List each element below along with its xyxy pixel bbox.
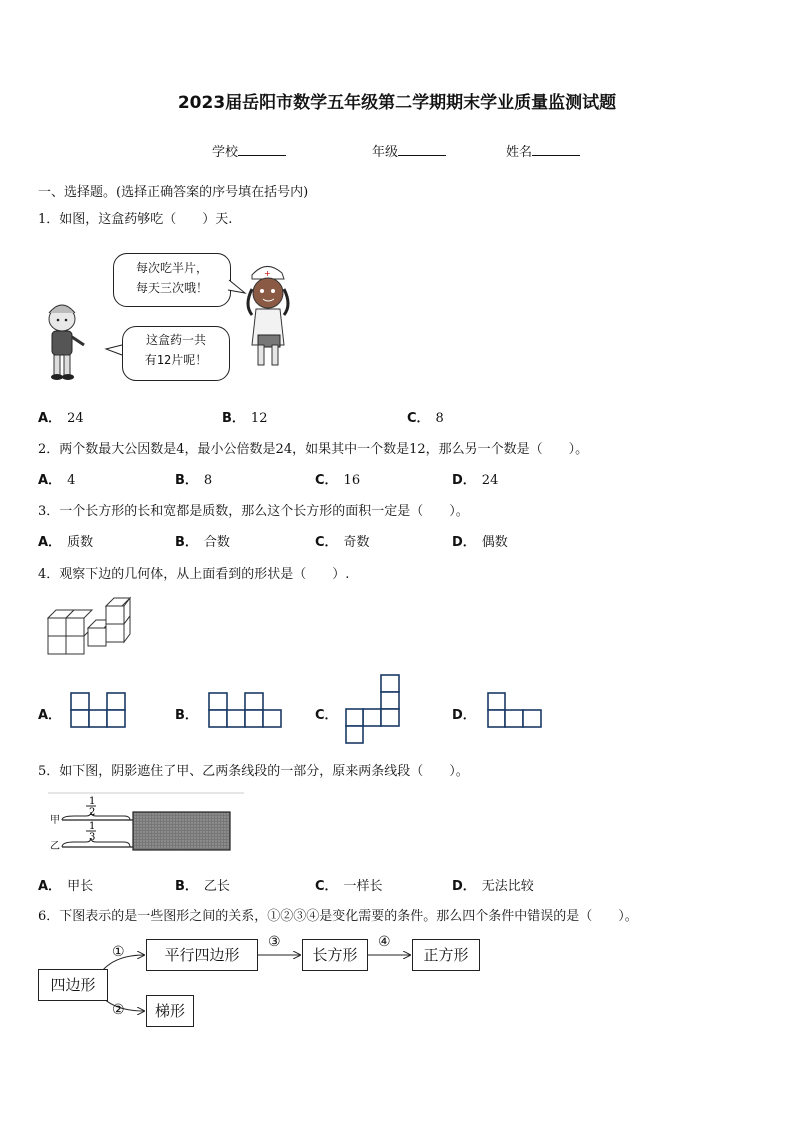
condition-mark-2: ② — [112, 1002, 125, 1018]
school-blank — [238, 143, 286, 156]
q1-illustration — [40, 245, 300, 395]
option-key: D． — [452, 879, 476, 894]
option-key: B． — [175, 879, 198, 894]
fraction-jia-num: 1 — [89, 796, 96, 807]
question-5: 5．如下图，阴影遮住了甲、乙两条线段的一部分，原来两条线段（ ）。 — [38, 764, 469, 779]
option-value: 24 — [67, 411, 84, 426]
question-6: 6．下图表示的是一些图形之间的关系，①②③④是变化需要的条件。那么四个条件中错误的是（ ）。 — [38, 909, 638, 924]
option-value: 12 — [250, 411, 268, 426]
q1-option-a — [38, 407, 84, 426]
condition-mark-3: ③ — [268, 934, 281, 950]
q5-option-b — [175, 875, 230, 894]
q4-option-a-shape — [70, 692, 126, 728]
q4-option-d-shape — [487, 692, 543, 728]
box-square: 正方形 — [412, 939, 480, 971]
option-key: B． — [175, 708, 198, 723]
option-key: C． — [315, 708, 338, 723]
option-key: D． — [452, 473, 476, 488]
option-value: 一样长 — [343, 879, 383, 894]
box-quadrilateral: 四边形 — [38, 969, 108, 1001]
q4-solid-figure — [44, 596, 136, 662]
svg-text:+: + — [264, 269, 271, 278]
box-parallelogram: 平行四边形 — [146, 939, 258, 971]
q4-option-c — [315, 704, 344, 723]
option-key: C． — [315, 879, 338, 894]
condition-mark-4: ④ — [378, 934, 391, 950]
name-field — [506, 141, 580, 160]
option-key: A． — [38, 535, 62, 550]
option-key: B． — [175, 535, 198, 550]
option-key: C． — [315, 473, 338, 488]
bubble-line: 每天三次哦！ — [135, 281, 208, 295]
box-trapezoid: 梯形 — [146, 995, 194, 1027]
option-key: D． — [452, 708, 476, 723]
school-field — [212, 141, 286, 160]
option-key: A． — [38, 411, 62, 426]
option-key: D． — [452, 535, 476, 550]
option-value: 合数 — [203, 535, 230, 550]
option-key: C． — [407, 411, 430, 426]
q2-option-a — [38, 469, 75, 488]
q3-option-d — [452, 531, 508, 550]
shaded-cover — [133, 812, 230, 850]
q5-segment-figure — [44, 792, 244, 858]
option-value: 16 — [343, 473, 361, 488]
q4-option-c-shape — [345, 674, 401, 744]
section-heading: 一、选择题。(选择正确答案的序号填在括号内) — [38, 185, 309, 200]
option-key: B． — [175, 473, 198, 488]
q3-option-c — [315, 531, 370, 550]
option-key: C． — [315, 535, 338, 550]
grade-blank — [398, 143, 446, 156]
option-value: 无法比较 — [481, 879, 534, 894]
nurse-figure-icon — [248, 266, 288, 365]
name-label: 姓名 — [506, 145, 533, 160]
option-value: 质数 — [67, 535, 94, 550]
option-value: 8 — [435, 411, 444, 426]
name-blank — [532, 143, 580, 156]
question-2: 2．两个数最大公因数是4，最小公倍数是24，如果其中一个数是12，那么另一个数是（ ）。 — [38, 442, 589, 457]
q4-option-d — [452, 704, 482, 723]
school-label: 学校 — [212, 145, 239, 160]
question-4: 4．观察下边的几何体，从上面看到的形状是（ ）. — [38, 567, 350, 582]
q3-option-b — [175, 531, 230, 550]
q2-option-d — [452, 469, 498, 488]
q3-option-a — [38, 531, 93, 550]
option-value: 偶数 — [481, 535, 508, 550]
q1-option-c — [407, 407, 444, 426]
bubble-line: 有12片呢！ — [144, 353, 208, 367]
question-3: 3．一个长方形的长和宽都是质数，那么这个长方形的面积一定是（ ）。 — [38, 504, 469, 519]
option-value: 奇数 — [343, 535, 370, 550]
option-key: A． — [38, 879, 62, 894]
option-key: A． — [38, 708, 62, 723]
bubble-line: 这盒药一共 — [145, 333, 206, 347]
q4-option-a — [38, 704, 67, 723]
grade-label: 年级 — [372, 145, 399, 160]
option-value: 甲长 — [67, 879, 94, 894]
option-value: 24 — [481, 473, 499, 488]
q5-option-d — [452, 875, 534, 894]
condition-mark-1: ① — [112, 944, 125, 960]
box-rectangle: 长方形 — [302, 939, 368, 971]
fraction-jia-den: 2 — [89, 807, 96, 818]
fraction-yi-den: 3 — [89, 832, 96, 843]
q5-option-a — [38, 875, 93, 894]
question-1: 1．如图，这盒药够吃（ ）天. — [38, 212, 233, 227]
q4-option-b-shape — [208, 692, 282, 728]
option-value: 4 — [67, 473, 76, 488]
option-key: B． — [222, 411, 245, 426]
option-value: 乙长 — [203, 879, 230, 894]
label-yi: 乙 — [50, 841, 60, 852]
q2-option-c — [315, 469, 360, 488]
grade-field — [372, 141, 446, 160]
label-jia: 甲 — [50, 815, 60, 826]
q1-option-b — [222, 407, 267, 426]
q2-option-b — [175, 469, 212, 488]
page-title: 2023届岳阳市数学五年级第二学期期末学业质量监测试题 — [177, 93, 617, 113]
child-figure-icon — [49, 305, 84, 380]
option-value: 8 — [203, 473, 213, 488]
q4-option-b — [175, 704, 204, 723]
bubble-line: 每次吃半片， — [135, 261, 208, 275]
option-key: A． — [38, 473, 62, 488]
fraction-yi-num: 1 — [89, 821, 96, 832]
q5-option-c — [315, 875, 383, 894]
